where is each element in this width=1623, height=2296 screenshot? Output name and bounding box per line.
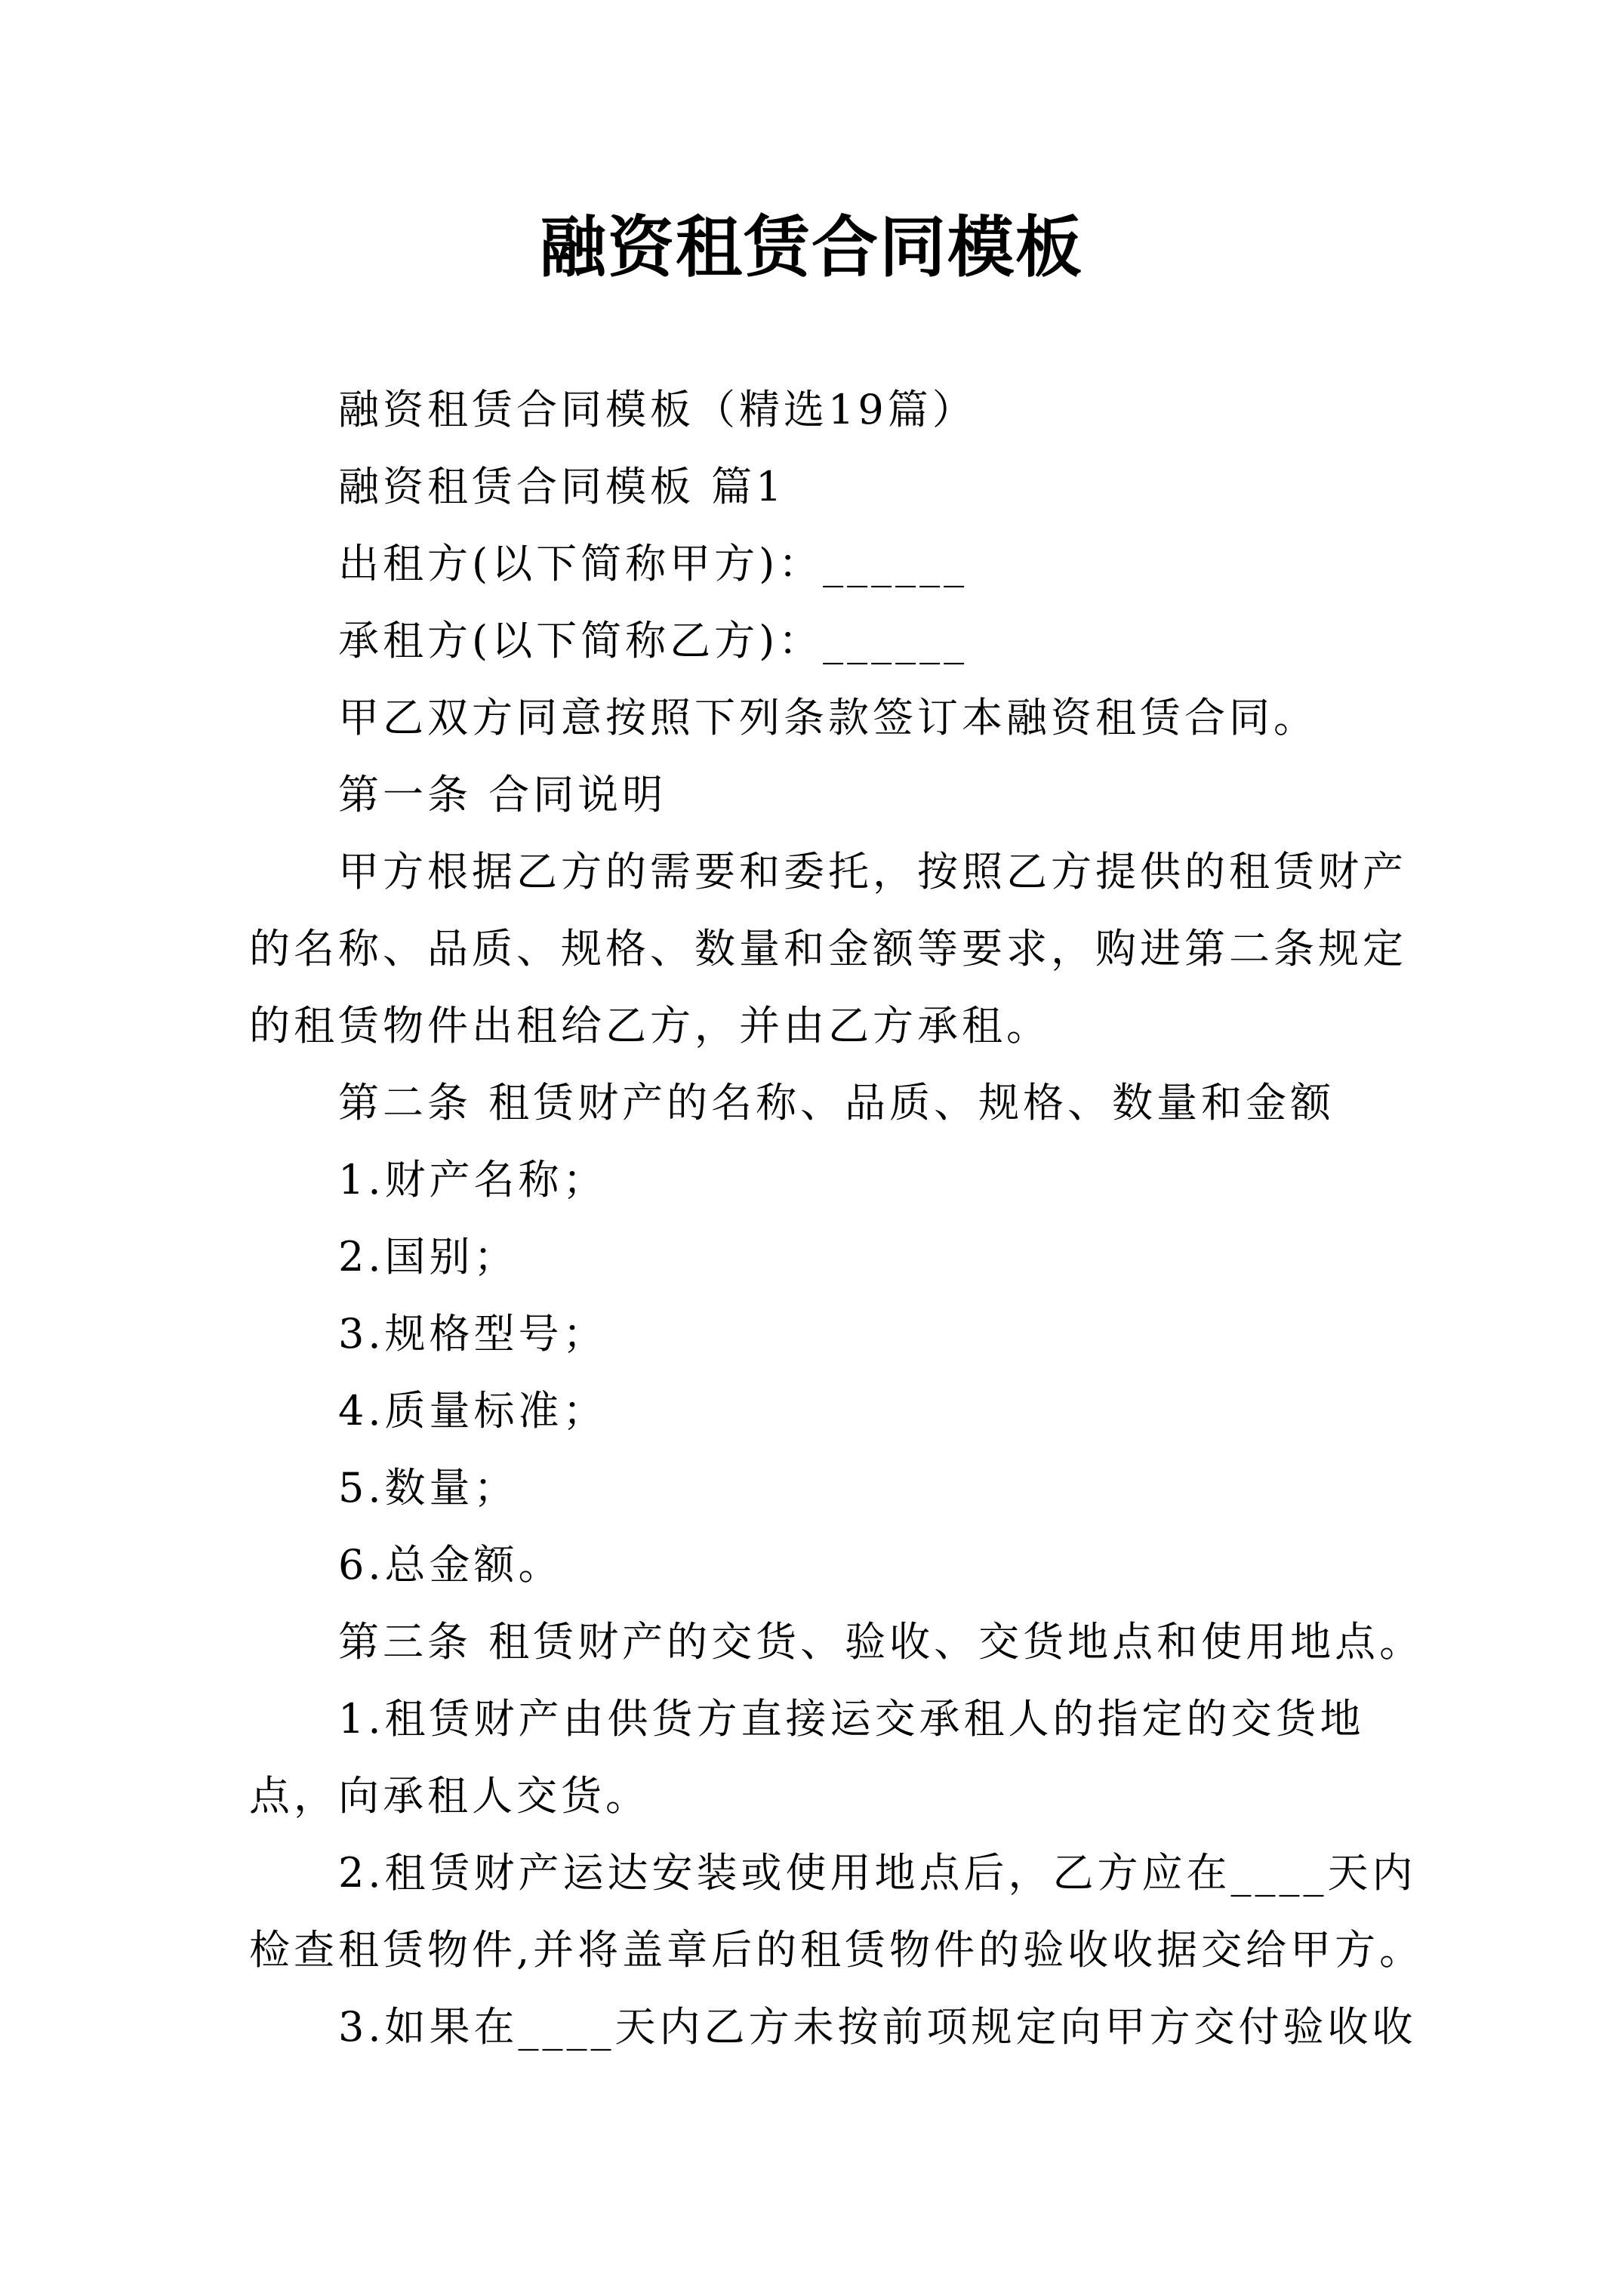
paragraph-article-3-heading (249, 1604, 1424, 1681)
paragraph-article-2-item-6 (249, 1527, 1397, 1604)
paragraph-line: 4.质量标准； (338, 1387, 608, 1435)
paragraph-article-2-item-5 (249, 1450, 1397, 1527)
paragraph-line: 出租方(以下简称甲方)：______ (338, 540, 969, 587)
paragraph-subtitle (249, 371, 1397, 448)
paragraph-line: 6.总金额。 (338, 1541, 563, 1589)
paragraph-agreement-intro (249, 680, 1397, 757)
paragraph-line: 的名称、品质、规格、数量和金额等要求，购进第二条规定 (249, 925, 1407, 972)
paragraph-article-2-item-1 (249, 1142, 1397, 1219)
paragraph-line: 2.租赁财产运达安装或使用地点后，乙方应在____天内 (338, 1849, 1417, 1897)
paragraph-line: 5.数量； (338, 1464, 519, 1512)
document-title: 融资租赁合同模板 (539, 208, 1083, 286)
paragraph-line: 3.规格型号； (338, 1310, 608, 1358)
paragraph-article-2-item-4 (249, 1373, 1397, 1450)
paragraph-article-2-item-3 (249, 1296, 1397, 1373)
paragraph-line: 1.租赁财产由供货方直接运交承租人的指定的交货地 (338, 1695, 1365, 1743)
paragraph-article-1-body (249, 834, 1407, 1065)
paragraph-line: 融资租赁合同模板（精选19篇） (338, 386, 977, 433)
paragraph-line: 2.国别； (338, 1233, 519, 1281)
paragraph-line: 的租赁物件出租给乙方，并由乙方承租。 (249, 1002, 1051, 1049)
paragraph-article-3-item-1 (249, 1681, 1397, 1835)
paragraph-article-3-item-3 (249, 1989, 1417, 2066)
paragraph-line: 第三条 租赁财产的交货、验收、交货地点和使用地点。 (338, 1618, 1424, 1666)
paragraph-line: 3.如果在____天内乙方未按前项规定向甲方交付验收收 (338, 2003, 1417, 2051)
paragraph-line: 点，向承租人交货。 (249, 1772, 650, 1820)
paragraph-line: 甲方根据乙方的需要和委托，按照乙方提供的租赁财产 (338, 848, 1407, 895)
paragraph-line: 甲乙双方同意按照下列条款签订本融资租赁合同。 (338, 694, 1318, 741)
paragraph-lessor-line (249, 525, 1397, 603)
paragraph-line: 1.财产名称； (338, 1156, 608, 1203)
paragraph-part-heading (249, 448, 1397, 525)
paragraph-line: 第二条 租赁财产的名称、品质、规格、数量和金额 (338, 1079, 1335, 1126)
paragraph-article-3-item-2 (249, 1835, 1424, 1989)
paragraph-article-2-heading (249, 1065, 1397, 1142)
paragraph-lessee-line (249, 603, 1397, 680)
document-body (249, 371, 1424, 2066)
paragraph-article-2-item-2 (249, 1219, 1397, 1296)
paragraph-line: 检查租赁物件,并将盖章后的租赁物件的验收收据交给甲方。 (249, 1926, 1424, 1974)
paragraph-line: 第一条 合同说明 (338, 771, 667, 818)
paragraph-line: 承租方(以下简称乙方)：______ (338, 617, 969, 664)
paragraph-article-1-heading (249, 757, 1397, 834)
paragraph-line: 融资租赁合同模板 篇1 (338, 463, 786, 510)
